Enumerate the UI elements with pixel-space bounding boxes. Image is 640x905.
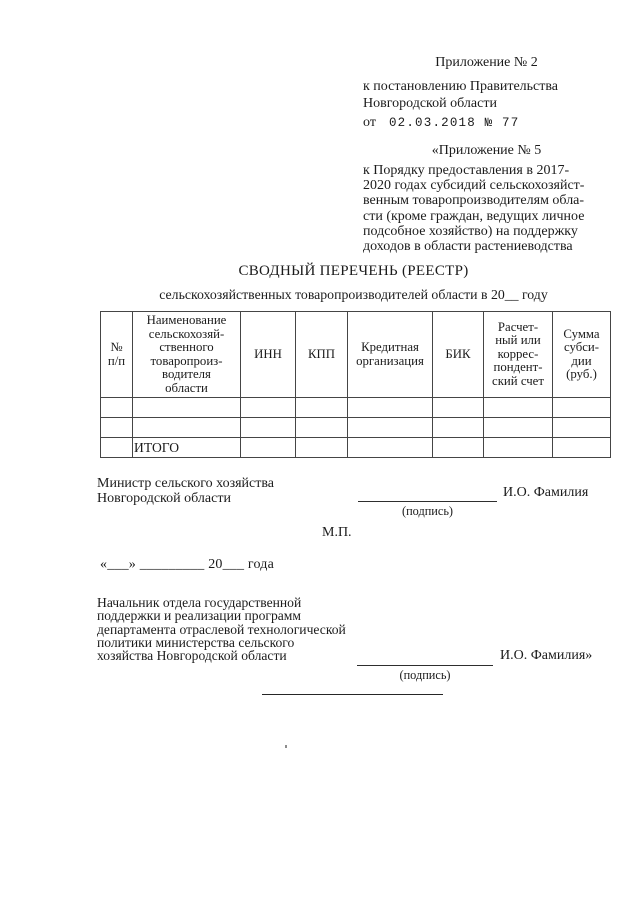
scan-artifact-dot [285, 745, 287, 748]
table-row-empty [101, 418, 611, 438]
order-reference: к Порядку предоставления в 2017- 2020 годах субсидий сельскохозяйст- венным товаропроизводителям обла- сти (кроме граждан, ведущих личное подсобное хозяйство) на поддержку доходов в области растениеводства [363, 163, 585, 255]
decree-date-value: 02.03.2018 № 77 [388, 116, 520, 130]
minister-position: Министр сельского хозяйства Новгородской области [97, 476, 274, 506]
separator-line [262, 688, 443, 695]
header-right-block [363, 55, 610, 254]
header-num: № п/п [101, 312, 133, 398]
date-blank-line: «___» _________ 20___ года [100, 557, 275, 572]
decree-date-line [363, 115, 610, 134]
table-row-empty [101, 398, 611, 418]
header-credit-org: Кредитная организация [348, 312, 433, 398]
header-subsidy-sum: Сумма субси- дии (руб.) [553, 312, 611, 398]
header-account: Расчет- ный или коррес- пондент- ский счет [484, 312, 553, 398]
table-header-row [101, 312, 611, 398]
table-row-total [101, 438, 611, 458]
decree-from-label: от [363, 115, 376, 130]
department-head-signature-caption: (подпись) [399, 668, 451, 682]
document-title: СВОДНЫЙ ПЕРЕЧЕНЬ (РЕЕСТР) [238, 263, 469, 279]
document-subtitle: сельскохозяйственных товаропроизводителей области в 20__ году [159, 287, 548, 302]
header-producer-name: Наименование сельскохозяй- ственного товаропроиз- водителя области [133, 312, 241, 398]
decree-reference: к постановлению Правительства Новгородской области [363, 79, 559, 111]
total-label: ИТОГО [133, 438, 241, 458]
header-bik: БИК [433, 312, 484, 398]
minister-signature-line [358, 489, 497, 502]
appendix-number-label: Приложение № 2 [435, 55, 538, 70]
department-head-signature-line [357, 653, 493, 666]
header-kpp: КПП [296, 312, 348, 398]
registry-table [100, 311, 611, 458]
header-inn: ИНН [241, 312, 296, 398]
department-head-name: И.О. Фамилия» [500, 648, 593, 663]
minister-name: И.О. Фамилия [503, 485, 589, 500]
department-head-position: Начальник отдела государственной поддержки и реализации программ департамента отраслевой технологической политики министерства сельского хозяйства Новгородской области [97, 595, 346, 664]
minister-signature-caption: (подпись) [401, 504, 454, 518]
sub-appendix-label: «Приложение № 5 [431, 143, 542, 158]
stamp-placeholder: М.П. [322, 525, 352, 540]
